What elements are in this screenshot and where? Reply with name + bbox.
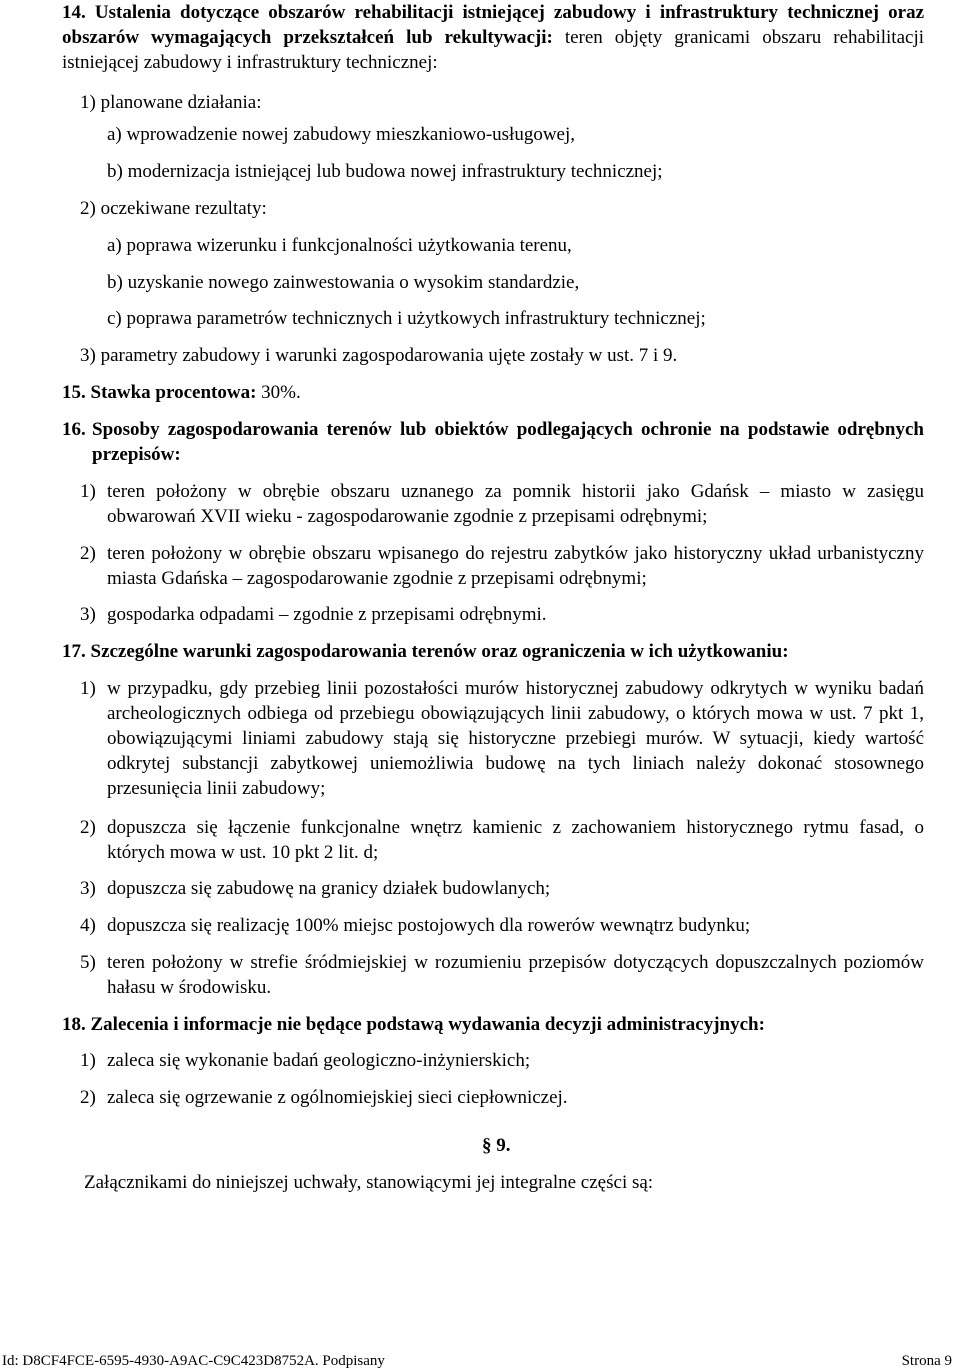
section-value: 30%.	[261, 382, 301, 403]
list-item: c) poprawa parametrów technicznych i użytkowych infrastruktury technicznej;	[107, 308, 706, 329]
list-item	[62, 876, 924, 901]
section-title: Zalecenia i informacje nie będące podstawą wydawania decyzji administracyjnych:	[90, 1014, 765, 1035]
list-item	[62, 602, 924, 627]
list-item: a) poprawa wizerunku i funkcjonalności użytkowania terenu,	[107, 235, 572, 256]
item-number: 5)	[80, 952, 96, 973]
item-text: zaleca się ogrzewanie z ogólnomiejskiej sieci ciepłowniczej.	[107, 1087, 568, 1108]
section-number: 14.	[62, 2, 86, 23]
document-id: Id: D8CF4FCE-6595-4930-A9AC-C9C423D8752A. Podpisany	[2, 1353, 385, 1369]
list-item	[62, 950, 924, 1000]
section-16-heading	[62, 417, 924, 467]
list-item: b) uzyskanie nowego zainwestowania o wysokim standardzie,	[107, 272, 580, 293]
item-text: dopuszcza się realizację 100% miejsc postojowych dla rowerów wewnątrz budynku;	[107, 915, 751, 936]
list-item	[62, 479, 924, 529]
item-text: teren położony w strefie śródmiejskiej w rozumieniu przepisów dotyczących dopuszczalnych poziomów hałasu w środowisku.	[107, 952, 924, 998]
item-number: 4)	[80, 915, 96, 936]
section-title: Stawka procentowa:	[90, 382, 257, 403]
section-number: 18.	[62, 1014, 86, 1035]
paragraph-heading: § 9.	[482, 1135, 511, 1156]
section-14-heading	[62, 0, 924, 75]
section-number: 15.	[62, 382, 86, 403]
list-item	[62, 1048, 924, 1073]
item-number: 2)	[80, 817, 96, 838]
section-title: Szczególne warunki zagospodarowania terenów oraz ograniczenia w ich użytkowaniu:	[90, 641, 789, 662]
section-intro: teren objęty granicami obszaru rehabilitacji istniejącej zabudowy i infrastruktury technicznej:	[62, 27, 924, 73]
item-number: 1)	[80, 481, 96, 502]
section-17-heading	[62, 639, 924, 664]
section-title: Sposoby zagospodarowania terenów lub obiektów podlegających ochronie na podstawie odrębnych przepisów:	[92, 419, 924, 465]
section-15	[62, 380, 924, 405]
item-text: gospodarka odpadami – zgodnie z przepisami odrębnymi.	[107, 604, 547, 625]
list-item: 3) parametry zabudowy i warunki zagospodarowania ujęte zostały w ust. 7 i 9.	[80, 345, 678, 366]
item-text: zaleca się wykonanie badań geologiczno-inżynierskich;	[107, 1050, 531, 1071]
item-text: teren położony w obrębie obszaru uznanego za pomnik historii jako Gdańsk – miasto w zasięgu obwarowań XVII wieku - zagospodarowanie zgodnie z przepisami odrębnymi;	[107, 481, 924, 527]
item-number: 2)	[80, 1087, 96, 1108]
list-item: 1) planowane działania:	[80, 92, 262, 113]
section-number: 17.	[62, 641, 86, 662]
item-number: 3)	[80, 604, 96, 625]
item-text: w przypadku, gdy przebieg linii pozostałości murów historycznej zabudowy odkrytych w wyniku badań archeologicznych odbiega od przebiegu obowiązujących linii zabudowy, o których mowa w ust. 7 pkt 1, obowiązującymi liniami zabudowy stają się historyczne przebiegi murów. W sytuacji, kiedy wartość odkrytej substancji zabytkowej uniemożliwia budowę na tych liniach należy dokonać stosownego przesunięcia linii zabudowy;	[107, 678, 924, 799]
list-item: 2) oczekiwane rezultaty:	[80, 198, 267, 219]
item-text: dopuszcza się łączenie funkcjonalne wnętrz kamienic z zachowaniem historycznego rytmu fasad, o których mowa w ust. 10 pkt 2 lit. d;	[107, 817, 924, 863]
list-item	[62, 676, 924, 801]
page-number: Strona 9	[901, 1353, 952, 1369]
item-text: teren położony w obrębie obszaru wpisanego do rejestru zabytków jako historyczny układ urbanistyczny miasta Gdańska – zagospodarowanie zgodnie z przepisami odrębnymi;	[107, 543, 924, 589]
list-item	[62, 541, 924, 591]
list-item	[62, 1085, 924, 1110]
item-text: dopuszcza się zabudowę na granicy działek budowlanych;	[107, 878, 551, 899]
item-number: 1)	[80, 678, 96, 699]
list-item: a) wprowadzenie nowej zabudowy mieszkaniowo-usługowej,	[107, 124, 575, 145]
list-item: b) modernizacja istniejącej lub budowa nowej infrastruktury technicznej;	[107, 161, 663, 182]
item-number: 3)	[80, 878, 96, 899]
list-item	[62, 815, 924, 865]
attachments-sentence: Załącznikami do niniejszej uchwały, stanowiącymi jej integralne części są:	[84, 1172, 654, 1193]
item-number: 2)	[80, 543, 96, 564]
section-number: 16.	[62, 419, 86, 440]
section-18-heading	[62, 1012, 924, 1037]
section-title: Ustalenia dotyczące obszarów rehabilitacji istniejącej zabudowy i infrastruktury technicznej oraz obszarów wymagających przekształceń lub rekultywacji:	[62, 2, 924, 48]
item-number: 1)	[80, 1050, 96, 1071]
list-item	[62, 913, 924, 938]
